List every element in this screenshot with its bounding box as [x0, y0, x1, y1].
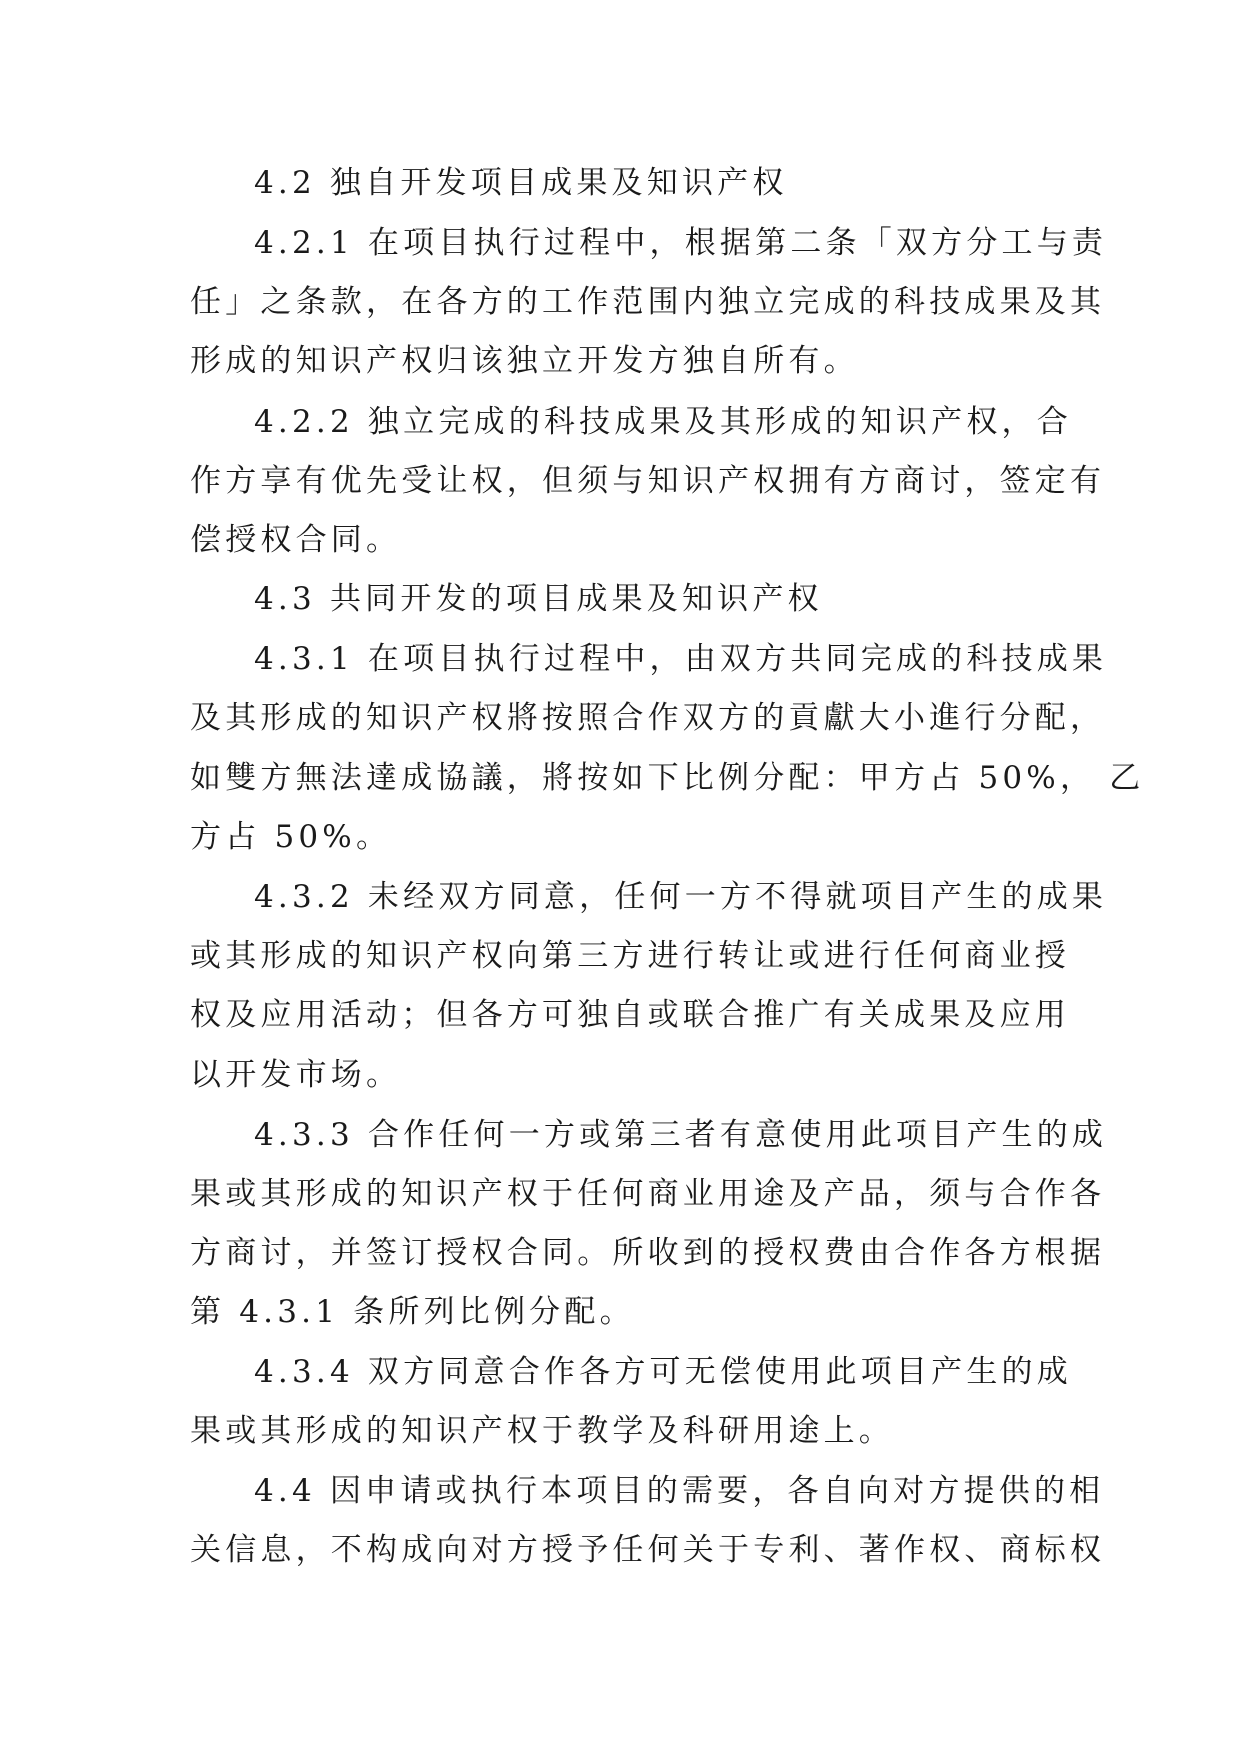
paragraph-line: 或其形成的知识产权向第三方进行转让或进行任何商业授 — [190, 938, 1070, 974]
paragraph-line: 作方享有优先受让权，但须与知识产权拥有方商讨，签定有 — [190, 463, 1106, 499]
paragraph-line: 权及应用活动；但各方可独自或联合推广有关成果及应用 — [190, 997, 1070, 1033]
paragraph-line: 第 4.3.1 条所列比例分配。 — [190, 1294, 635, 1330]
paragraph-line: 果或其形成的知识产权于教学及科研用途上。 — [190, 1413, 894, 1449]
paragraph-line: 4.3.1 在项目执行过程中，由双方共同完成的科技成果 — [254, 641, 1108, 677]
paragraph-line: 如雙方無法達成協議，將按如下比例分配：甲方占 50%， 乙 — [190, 760, 1145, 796]
paragraph-line: 果或其形成的知识产权于任何商业用途及产品，须与合作各 — [190, 1176, 1106, 1212]
paragraph-line: 4.3.3 合作任何一方或第三者有意使用此项目产生的成 — [254, 1117, 1108, 1153]
paragraph-line: 任」之条款，在各方的工作范围内独立完成的科技成果及其 — [190, 284, 1106, 320]
paragraph-line: 关信息，不构成向对方授予任何关于专利、著作权、商标权 — [190, 1532, 1106, 1568]
paragraph-line: 偿授权合同。 — [190, 522, 402, 558]
paragraph-line: 形成的知识产权归该独立开发方独自所有。 — [190, 343, 859, 379]
paragraph-line: 以开发市场。 — [190, 1057, 402, 1093]
paragraph-line: 4.3.2 未经双方同意，任何一方不得就项目产生的成果 — [254, 879, 1108, 915]
paragraph-line: 4.3.4 双方同意合作各方可无偿使用此项目产生的成 — [254, 1354, 1072, 1390]
paragraph-line: 方商讨，并签订授权合同。所收到的授权费由合作各方根据 — [190, 1235, 1106, 1271]
section-heading-4-4: 4.4 因申请或执行本项目的需要，各自向对方提供的相 — [254, 1473, 1105, 1509]
paragraph-line: 4.2.1 在项目执行过程中，根据第二条「双方分工与责 — [254, 225, 1108, 261]
paragraph-line: 方占 50%。 — [190, 819, 392, 855]
paragraph-line: 及其形成的知识产权將按照合作双方的貢獻大小進行分配， — [190, 700, 1106, 736]
section-heading-4-2: 4.2 独自开发项目成果及知识产权 — [254, 165, 788, 201]
section-heading-4-3: 4.3 共同开发的项目成果及知识产权 — [254, 581, 823, 617]
paragraph-line: 4.2.2 独立完成的科技成果及其形成的知识产权，合 — [254, 404, 1072, 440]
